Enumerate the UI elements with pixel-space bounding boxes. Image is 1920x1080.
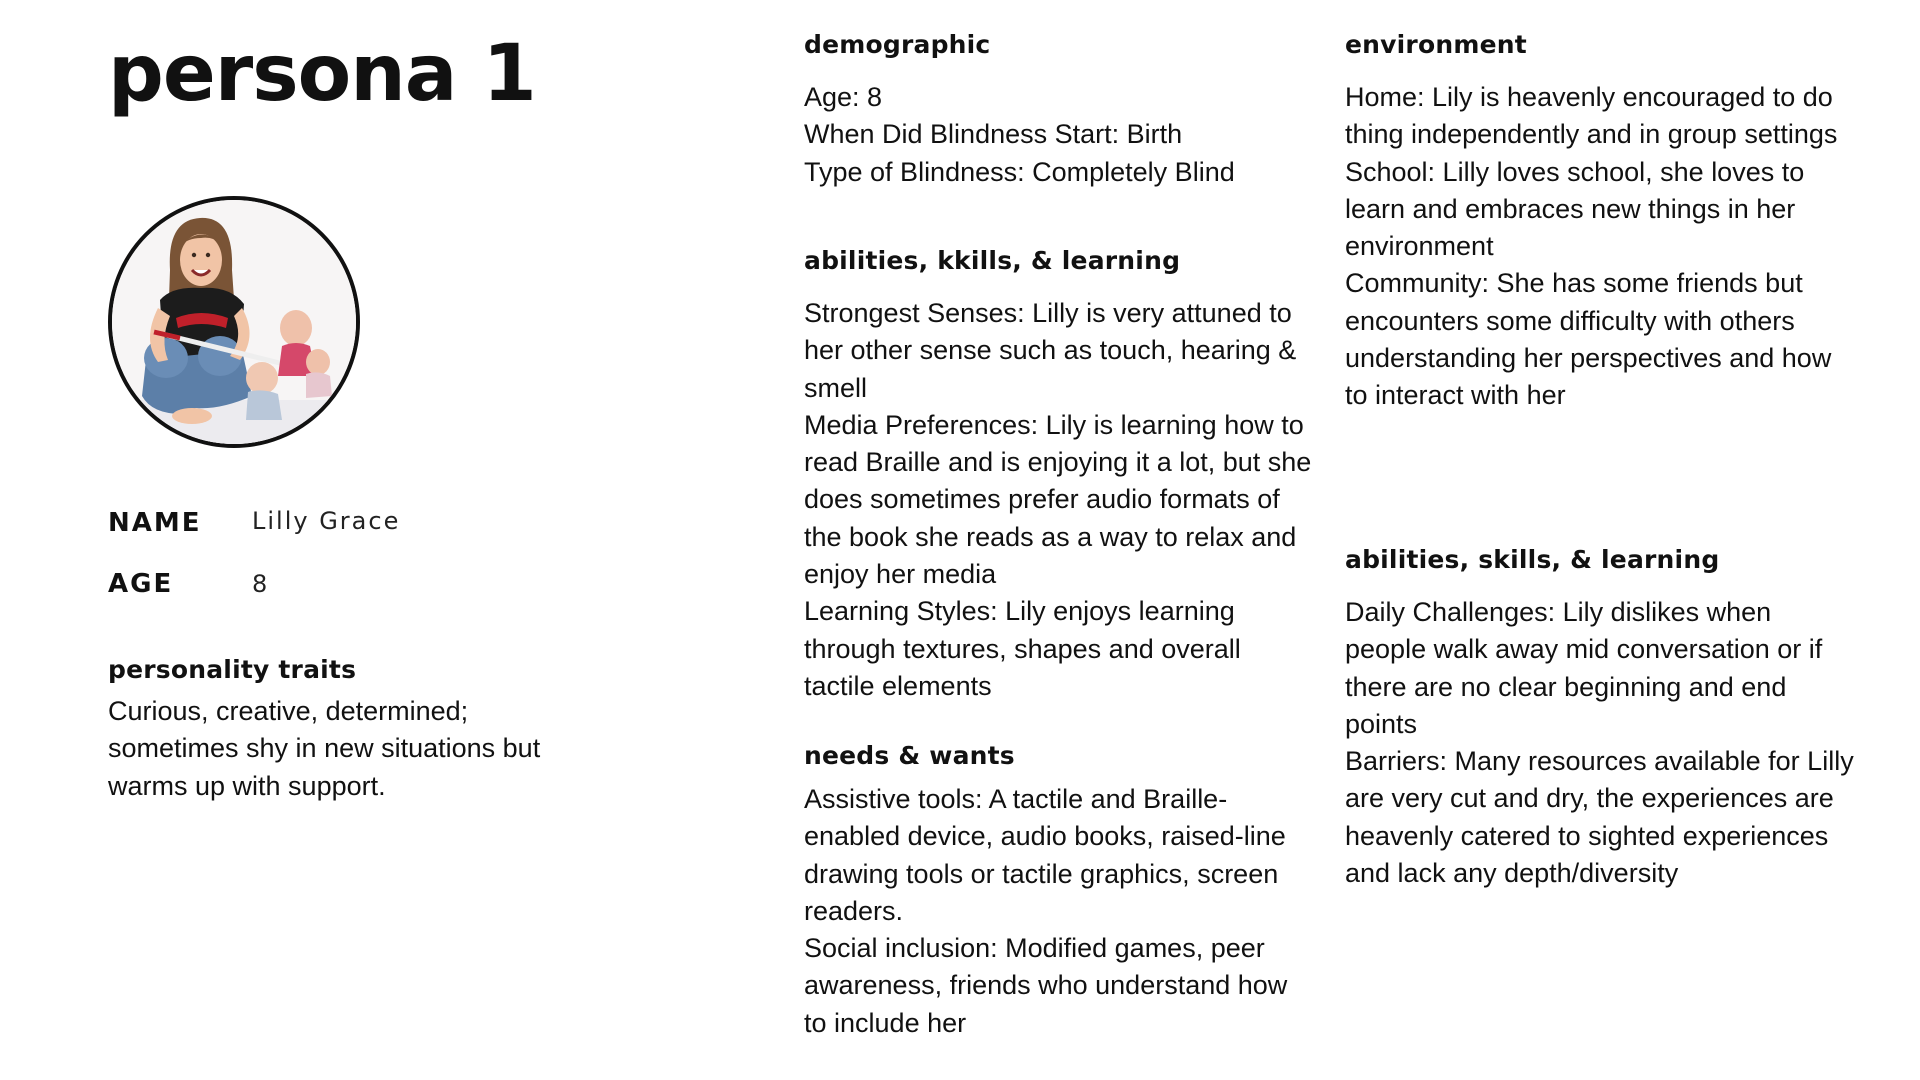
abilities-heading-mid: abilities, kkills, & learning: [804, 246, 1181, 275]
personality-text: Curious, creative, determined; sometimes shy in new situations but warms up with support.: [108, 696, 541, 801]
environment-school: School: Lilly loves school, she loves to learn and embraces new things in her environment: [1345, 156, 1805, 262]
age-label: AGE: [108, 569, 174, 599]
name-label: NAME: [108, 508, 202, 538]
page-title: persona 1: [108, 29, 536, 119]
demographic-section: [804, 79, 1314, 191]
age-value: 8: [252, 570, 270, 598]
needs-heading: needs & wants: [804, 741, 1015, 770]
environment-home: Home: Lily is heavenly encouraged to do thing independently and in group settings: [1345, 82, 1838, 150]
personality-heading: personality traits: [108, 655, 357, 684]
abilities-heading-right: abilities, skills, & learning: [1345, 545, 1720, 574]
needs-section: [804, 781, 1314, 1042]
media-preferences: Media Preferences: Lily is learning how to read Braille and is enjoying it a lot, but she does sometimes prefer audio formats of the book she reads as a way to relax and enjoy her media: [804, 409, 1312, 590]
daily-challenges: Daily Challenges: Lily dislikes when people walk away mid conversation or if there are no clear beginning and end points: [1345, 597, 1823, 739]
social-inclusion: Social inclusion: Modified games, peer awareness, friends who understand how to include her: [804, 933, 1288, 1038]
barriers: Barriers: Many resources available for Lilly are very cut and dry, the experiences are heavenly catered to sighted experiences and lack any depth/diversity: [1345, 746, 1854, 889]
assistive-tools: Assistive tools: A tactile and Braille-enabled device, audio books, raised-line drawing tools or tactile graphics, screen readers.: [804, 784, 1286, 926]
demographic-heading: demographic: [804, 30, 991, 59]
abilities-section-mid: [804, 295, 1314, 705]
strongest-senses: Strongest Senses: Lilly is very attuned to her other sense such as touch, hearing & smell: [804, 298, 1297, 403]
demographic-type: Type of Blindness: Completely Blind: [804, 156, 1235, 187]
persona-photo: [108, 196, 360, 448]
demographic-age: Age: 8: [804, 82, 883, 112]
name-value: Lilly Grace: [252, 507, 401, 535]
abilities-section-right: [1345, 594, 1855, 892]
environment-community: Community: She has some friends but encounters some difficulty with others understanding her perspectives and how to interact with her: [1345, 268, 1832, 411]
demographic-onset: When Did Blindness Start: Birth: [804, 119, 1183, 150]
environment-heading: environment: [1345, 30, 1527, 59]
environment-section: [1345, 79, 1855, 415]
girl-with-dolls-illustration: [112, 200, 356, 444]
learning-styles: Learning Styles: Lily enjoys learning through textures, shapes and overall tactile elements: [804, 596, 1241, 701]
